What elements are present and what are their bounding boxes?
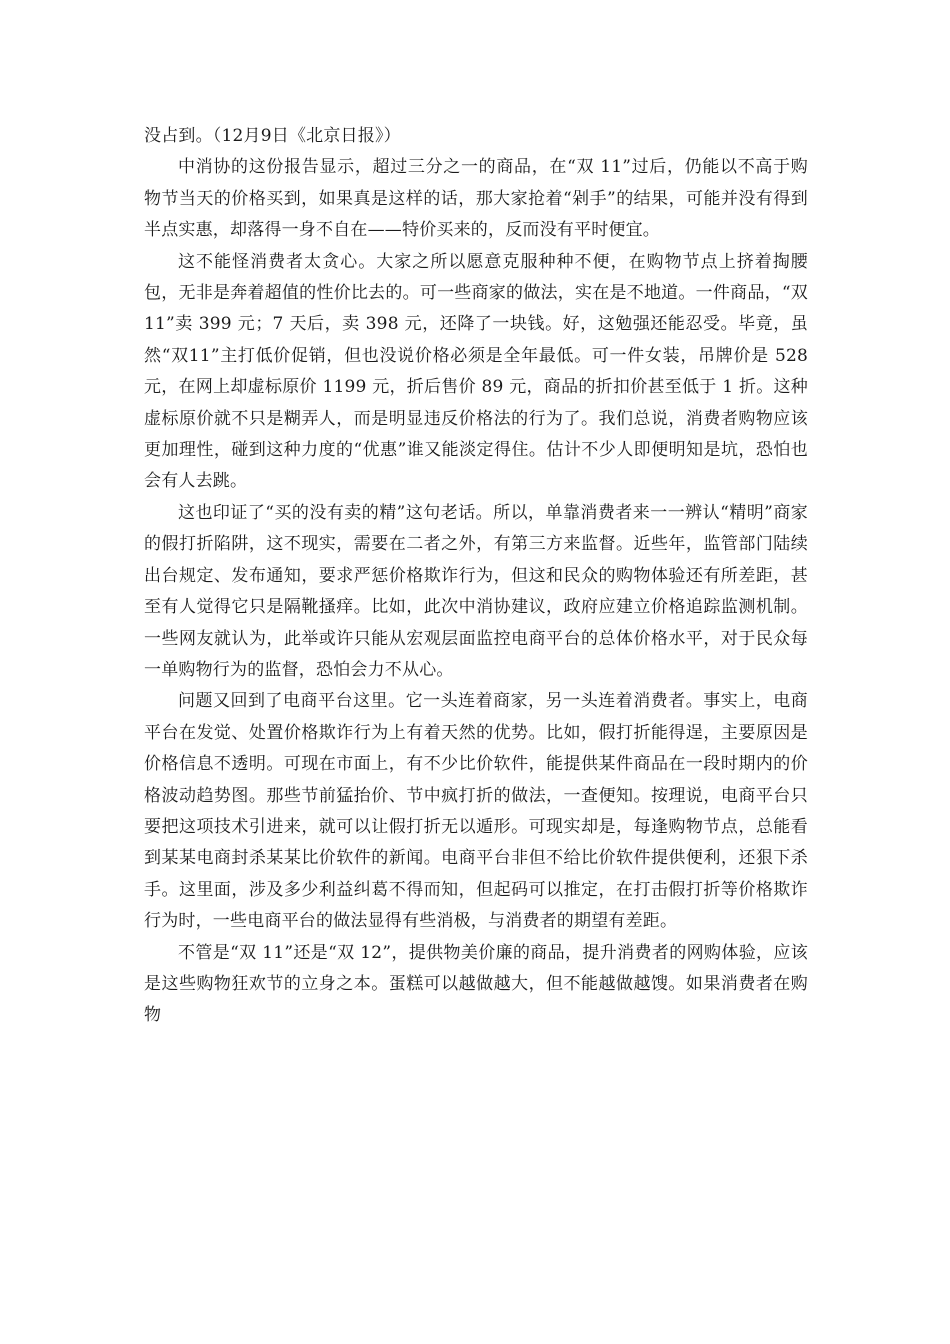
paragraph-citation: 没占到。（12月9日《北京日报》） xyxy=(144,126,401,146)
paragraph-ecommerce-platform: 问题又回到了电商平台这里。它一头连着商家，另一头连着消费者。事实上，电商平台在发觉、处置价格欺诈行为上有着天然的优势。比如，假打折能得逞，主要原因是价格信息不透明。可现在市面上，有不少比价软件，能提供某件商品在一段时期内的价格波动趋势图。那些节前猛抬价、节中疯打折的做法，一查便知。按理说，电商平台只要把这项技术引进来，就可以让假打折无以遁形。可现实却是，每逢购物节点，总能看到某某电商封杀某某比价软件的新闻。电商平台非但不给比价软件提供便利，还狠下杀手。这里面，涉及多少利益纠葛不得而知，但起码可以推定，在打击假打折等价格欺诈行为时，一些电商平台的做法显得有些消极，与消费者的期望有差距。 xyxy=(144,691,808,932)
paragraph-third-party-supervision: 这也印证了“买的没有卖的精”这句老话。所以，单靠消费者来一一辨认“精明”商家的假打折陷阱，这不现实，需要在二者之外，有第三方来监督。近些年，监管部门陆续出台规定、发布通知，要求严惩价格欺诈行为，但这和民众的购物体验还有所差距，甚至有人觉得它只是隔靴搔痒。比如，此次中消协建议，政府应建立价格追踪监测机制。一些网友就认为，此举或许只能从宏观层面监控电商平台的总体价格水平，对于民众每一单购物行为的监督，恐怕会力不从心。 xyxy=(144,502,808,680)
paragraph-consumer-greed: 这不能怪消费者太贪心。大家之所以愿意克服种种不便，在购物节点上挤着掏腰包，无非是奔着超值的性价比去的。可一些商家的做法，实在是不地道。一件商品，“双 11”卖 399 元；7 天后，卖 398 元，还降了一块钱。好，这勉强还能忍受。毕竟，虽然“双11”主打低价促销，但也没说价格必须是全年最低。可一件女装，吊牌价是 528 元，在网上却虚标原价 1199 元，折后售价 89 元，商品的折扣价甚至低于 1 折。这种虚标原价就不只是糊弄人，而是明显违反价格法的行为了。我们总说，消费者购物应该更加理性，碰到这种力度的“优惠”谁又能淡定得住。估计不少人即便明知是坑，恐怕也会有人去跳。 xyxy=(144,251,808,492)
article-body xyxy=(144,121,808,1032)
paragraph-report-finding: 中消协的这份报告显示，超过三分之一的商品，在“双 11”过后，仍能以不高于购物节当天的价格买到，如果真是这样的话，那大家抢着“剁手”的结果，可能并没有得到半点实惠，却落得一身不自在——特价买来的，反而没有平时便宜。 xyxy=(144,157,808,241)
paragraph-conclusion: 不管是“双 11”还是“双 12”，提供物美价廉的商品，提升消费者的网购体验，应该是这些购物狂欢节的立身之本。蛋糕可以越做越大，但不能越做越馊。如果消费者在购物 xyxy=(144,942,808,1026)
